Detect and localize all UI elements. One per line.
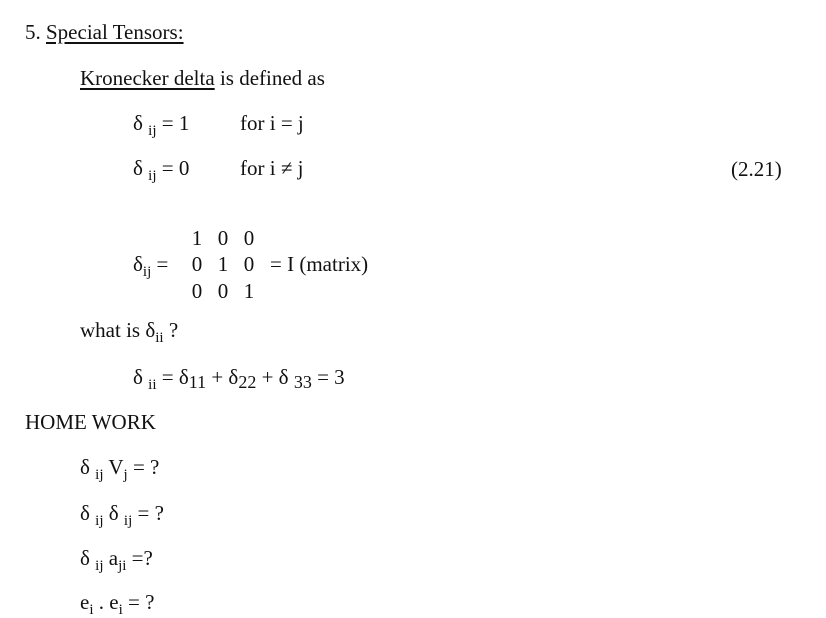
- delta-symbol: δ: [133, 252, 143, 276]
- matrix-rhs: = I (matrix): [270, 252, 369, 276]
- subscript: ij: [148, 168, 157, 184]
- matrix-row-3: [184, 281, 262, 302]
- definition-value: = 1: [161, 111, 190, 135]
- matrix-cell: 0: [217, 279, 229, 303]
- kronecker-term: Kronecker delta: [80, 66, 215, 90]
- section-title: Special Tensors:: [46, 20, 184, 44]
- subscript: 22: [238, 372, 257, 392]
- homework-question-2: [80, 501, 164, 529]
- subscript: ij: [148, 123, 157, 139]
- question-end: = ?: [122, 590, 155, 614]
- matrix-cell: 1: [217, 252, 229, 276]
- matrix-cell: 0: [243, 226, 255, 250]
- answer-part: = 3: [311, 365, 345, 389]
- symbol: . e: [93, 590, 119, 614]
- subscript: ij: [95, 558, 104, 574]
- symbol: δ: [103, 501, 119, 525]
- definition-equal: [133, 111, 190, 139]
- answer-part: + δ: [206, 365, 239, 389]
- matrix-cell: 1: [191, 226, 203, 250]
- delta-symbol: δ: [133, 365, 143, 389]
- symbol: e: [80, 590, 90, 614]
- section-number: 5.: [25, 20, 41, 44]
- definition-condition-unequal: for i ≠ j: [240, 156, 304, 180]
- delta-symbol: δ: [133, 111, 143, 135]
- matrix-row-2: [184, 254, 262, 275]
- answer-part: = δ: [156, 365, 189, 389]
- question-end: =?: [126, 546, 153, 570]
- answer-part: + δ: [256, 365, 294, 389]
- subscript: i: [89, 602, 94, 618]
- subscript: i: [118, 602, 123, 618]
- subscript: 33: [293, 372, 312, 392]
- definition-condition-equal: for i = j: [240, 111, 304, 135]
- subscript: ij: [95, 467, 104, 483]
- answer-line: [133, 365, 345, 393]
- definition-value: = 0: [161, 156, 190, 180]
- matrix-cell: 1: [243, 279, 255, 303]
- symbol: V: [103, 455, 124, 479]
- symbol: δ: [80, 546, 90, 570]
- subscript: 11: [188, 372, 207, 392]
- symbol: δ: [80, 455, 90, 479]
- subscript: ji: [118, 558, 127, 574]
- equation-number: (2.21): [731, 157, 782, 181]
- question-text: what is δ: [80, 318, 156, 342]
- equals-sign: =: [156, 252, 169, 276]
- section-heading: [25, 22, 184, 43]
- question-mark: ?: [163, 318, 179, 342]
- symbol: a: [103, 546, 119, 570]
- definition-unequal: [133, 156, 190, 184]
- homework-question-3: [80, 546, 153, 574]
- subscript: ij: [95, 513, 104, 529]
- subscript: ij: [142, 264, 152, 280]
- question-line: [80, 318, 179, 346]
- question-end: = ?: [127, 455, 160, 479]
- question-end: = ?: [132, 501, 164, 525]
- matrix-cell: 0: [217, 226, 229, 250]
- symbol: δ: [80, 501, 90, 525]
- subscript: ij: [123, 513, 133, 529]
- homework-question-1: [80, 455, 160, 483]
- intro-rest: is defined as: [219, 66, 325, 90]
- matrix-cell: 0: [191, 252, 203, 276]
- subscript: ii: [148, 377, 157, 393]
- matrix-cell: 0: [191, 279, 203, 303]
- matrix-lhs: [133, 252, 169, 280]
- intro-line: [80, 68, 325, 89]
- matrix-cell: 0: [243, 252, 255, 276]
- homework-question-4: [80, 590, 155, 618]
- matrix-row-1: [184, 228, 262, 249]
- subscript: ii: [155, 330, 164, 346]
- subscript: j: [123, 467, 128, 483]
- delta-symbol: δ: [133, 156, 143, 180]
- homework-heading: HOME WORK: [25, 410, 156, 434]
